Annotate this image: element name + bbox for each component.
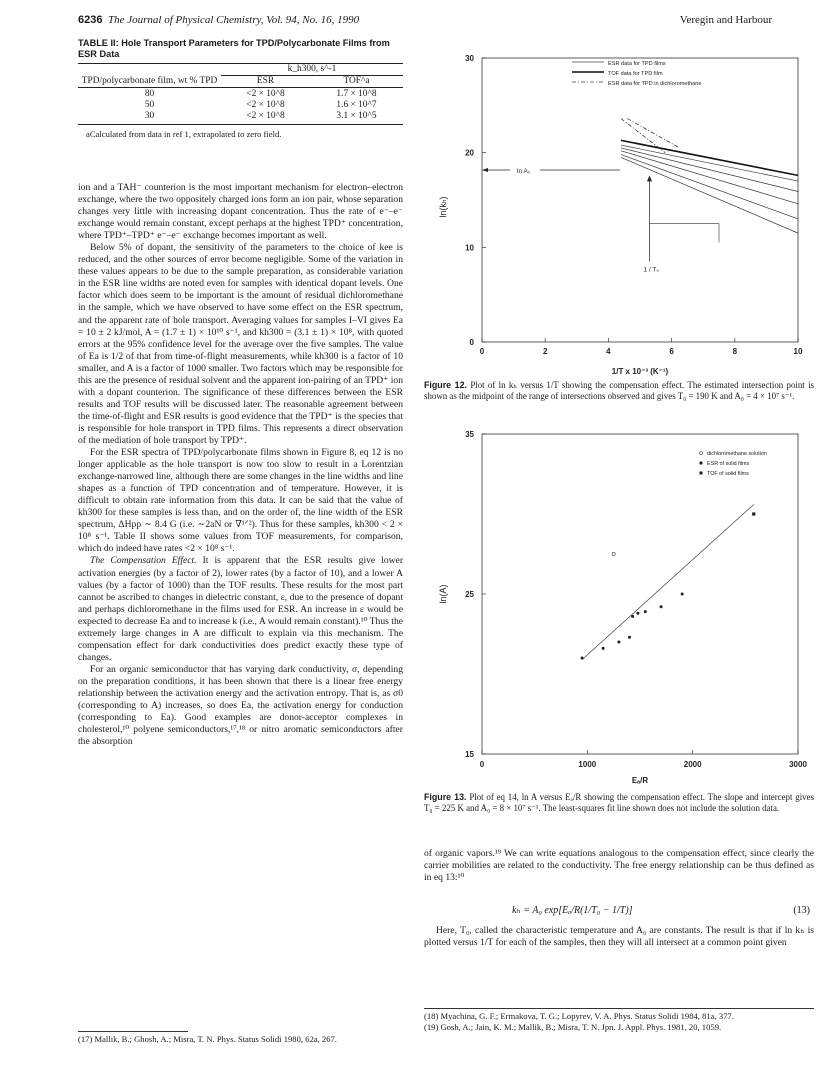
- data-point-circle: [602, 647, 605, 650]
- footnote-rule: [424, 1008, 814, 1009]
- paragraph: Below 5% of dopant, the sensitivity of the parameters to the choice of kee is reduced, and the other sources of error become negligible. Some of the variation in these values appears to be due to the sample preparation, as considerable variation in the ESR line widths are noted even for samples with identical dopant levels. One factor which does seem to be important is the amount of residual dichloromethane in the sample, which we have observed to have some effect on the ESR spectrum, and the apparent rate of hole transport. Averaging values for samples I–VI gives Ea = 10 ± 2 kJ/mol, A = (1.7 ± 1) × 10¹⁰ s⁻¹, and kh300 = (3.1 ± 1) × 10⁸, with quoted errors at the 95% confidence level for the average over the five samples. The value of Ea is 1/2 of that from time-of-flight measurements, while kh300 is a factor of 10 smaller, and A is a factor of 1000 smaller. Two factors which may be responsible for this are the presence of residual solvent and the apparent ion-pairing of an TPD⁺ ion with a dopant counterion. The significance of these differences between the ESR results and TOF results will be discussed later. The reasonable agreement between the time-of-flight and ESR results is good evidence that the TPD⁺ is the species that is responsible for hole transport in TPD films. This represents a direct observation of the mediation of hole transport by TPD⁺.: [78, 242, 403, 446]
- ln-a0-label: ln A₀: [517, 168, 531, 175]
- figure-12-caption: [424, 380, 814, 402]
- reference-17: (17) Mallik, B.; Ghosh, A.; Misra, T. N. Phys. Status Solidi 1980, 62a, 267.: [78, 1034, 337, 1044]
- cell-esr: <2 × 10^8: [246, 100, 285, 110]
- series-line: [621, 155, 798, 219]
- x-tick-label: 0: [479, 760, 485, 769]
- data-point-circle: [660, 605, 663, 608]
- x-tick-label: 8: [732, 347, 738, 356]
- right-column-continued: [424, 925, 814, 949]
- arrowhead-icon: [647, 175, 652, 181]
- cell-wt: 80: [144, 89, 155, 99]
- table-title: TABLE II: Hole Transport Parameters for TPD/Polycarbonate Films from ESR Data: [78, 38, 390, 59]
- cell-tof: 1.7 × 10^8: [336, 89, 377, 99]
- x-tick-label: 10: [793, 347, 803, 356]
- paragraph: of organic vapors.¹⁹ We can write equations analogous to the compensation effect, since clearly the carrier mobilities are related to the conductivity. The free energy relationship can be thus defined as in eq 13:¹⁰: [424, 848, 814, 884]
- cell-esr: <2 × 10^8: [246, 111, 285, 121]
- caption-label: Figure 13.: [424, 792, 467, 802]
- cell-esr: <2 × 10^8: [246, 89, 285, 99]
- y-tick-label: 15: [465, 750, 474, 759]
- data-point-circle: [631, 615, 634, 618]
- data-point-circle: [681, 593, 684, 596]
- table-row: [78, 111, 403, 122]
- x-tick-label: 0: [479, 347, 485, 356]
- paragraph: For the ESR spectra of TPD/polycarbonate films shown in Figure 8, eq 12 is no longer applicable as the hole transport is now too slow to result in a Lorentzian exchange-narrowed line, although there are some changes in the line widths and line shapes as a function of TPD concentration and of temperature. However, it is difficult to obtain rate information from this data. It can be said that the value of kh300 for these samples is less than, and on the order of, the line width of the ESR spectrum, ΔHpp ∼ 8.4 G (i.e. ∼2aN or ∇¹ᐟ²). Thus for these samples, kh300 < 2 × 10⁸ s⁻¹. Table II shows some values from TOF measurements, for comparison, which do indeed have rates <2 × 10⁸ s⁻¹.: [78, 447, 403, 555]
- t0-label: 1 / T₀: [643, 266, 660, 274]
- paragraph: For an organic semiconductor that has varying dark conductivity, σ, depending on the preparation conditions, it has been shown that there is a linear free energy relationship between the activation energy and the activation entropy. That is, as σ0 (corresponding to A) increases, so does Ea, the activation energy for conduction (corresponding to Ea). Good examples are donor-acceptor complexes in cholesterol,¹⁰ polyene semiconductors,¹⁷,¹⁸ or nitro aromatic semiconductors after the absorption: [78, 663, 403, 748]
- legend-esr-films: ESR data for TPD films: [608, 61, 666, 67]
- y-tick-label: 25: [465, 590, 474, 599]
- table-group-head: k_h300, s^-1: [221, 64, 403, 76]
- ln-a0-annotation: [482, 168, 620, 175]
- x-tick-label: 2: [542, 347, 548, 356]
- data-point-circle: [617, 641, 620, 644]
- data-point-square: [752, 512, 755, 515]
- x-tick-label: 1000: [578, 760, 597, 769]
- references-right: [424, 1011, 814, 1032]
- reference-18: (18) Myachina, G. F.; Ermakova, T. G.; Lopyrev, V. A. Phys. Status Solidi 1984, 81a, 377.: [424, 1011, 734, 1021]
- x-axis-label: Eₐ/R: [631, 776, 649, 785]
- paragraph: ion and a TAH⁻ counterion is the most important mechanism for electron–electron exchange, where the two oppositely charged ions form an ion pair, whose separation changes very little with increasing dopant concentration. Thus the rate of e⁻–e⁻ exchange would remain constant, except perhaps at the highest TPD⁺ concentration, where TPD⁺–TPD⁺ e⁻–e⁻ exchange becomes important as well.: [78, 182, 403, 242]
- figure-13-caption: [424, 792, 814, 814]
- table-2: [78, 38, 403, 140]
- legend-dcm: ESR data for TPD in dichloromethane: [608, 81, 702, 87]
- legend-marker-filled-square: [700, 472, 703, 475]
- table-row: [78, 89, 403, 100]
- right-column: [424, 848, 814, 884]
- y-axis-label: ln(kₕ): [438, 196, 448, 218]
- cell-wt: 30: [144, 111, 155, 121]
- y-tick-label: 35: [465, 430, 474, 439]
- running-header: [78, 14, 359, 26]
- fit-line: [582, 504, 754, 659]
- table-row: [78, 100, 403, 111]
- x-tick-label: 2000: [683, 760, 702, 769]
- legend-tof-film: TOF data for TPD film: [608, 71, 663, 77]
- legend-tof-solid: TOF of solid films: [707, 471, 749, 477]
- figure-12: [424, 42, 814, 378]
- x-tick-label: 4: [606, 347, 611, 356]
- x-axis-label: 1/T x 10⁻³ (K⁻¹): [611, 367, 669, 376]
- paragraph: [78, 555, 403, 663]
- table-col-tof: TOF^a: [343, 76, 370, 86]
- t0-annotation: [643, 175, 659, 273]
- table-col-esr: ESR: [256, 76, 275, 86]
- header-authors: Veregin and Harbour: [679, 14, 772, 26]
- legend: [572, 61, 702, 87]
- x-tick-label: 3000: [789, 760, 807, 769]
- plot-frame: [482, 58, 798, 342]
- data-point-circle: [644, 610, 647, 613]
- series-line: [621, 145, 798, 181]
- series-line: [621, 119, 665, 153]
- caption-text: Plot of eq 14, ln A versus Eₐ/R showing the compensation effect. The slope and intercept gives T₀ = 225 K and A₀ = 8 × 10⁷ s⁻¹. The least-squares fit line shown does not include the solution data.: [424, 792, 814, 813]
- y-tick-label: 10: [465, 243, 474, 253]
- page-number: 6236: [78, 14, 103, 26]
- legend-marker-filled-circle: [699, 461, 702, 464]
- data-point-circle: [581, 657, 584, 660]
- data-point-circle: [628, 636, 631, 639]
- left-column: [78, 182, 403, 748]
- reference-19: (19) Gosh, A.; Jain, K. M.; Mallik, B.; Misra, T. N. Jpn. J. Appl. Phys. 1981, 20, 1059.: [424, 1021, 722, 1032]
- series-line: [621, 140, 798, 175]
- data-point-open-circle: [612, 552, 615, 555]
- paragraph-text: It is apparent that the ESR results give lower activation energies (by a factor of 2), lower rates (by a factor of 10), and a lower A values (by a factor of 1000) than the TOF results. These results for the most part cannot be ascribed to changes in dielectric constant, ε, due to the presence of dopant and perhaps dichloromethane in the films used for ESR. An increase in ε would be expected to decrease Ea and to increase k (i.e., A would remain constant).¹⁰ Thus the extremely large changes in A are difficult to explain via this mechanism. The compensation effect for dark conductivities does predict exactly these type of changes.: [78, 555, 404, 663]
- data-point-circle: [636, 612, 639, 615]
- caption-label: Figure 12.: [424, 380, 468, 390]
- equation-number: (13): [793, 905, 810, 916]
- section-heading: The Compensation Effect.: [90, 555, 197, 567]
- cell-tof: 3.1 × 10^5: [336, 111, 377, 121]
- x-tick-label: 6: [669, 347, 674, 356]
- y-tick-label: 0: [469, 338, 474, 347]
- series-line: [621, 151, 798, 204]
- plot-frame: [482, 434, 798, 754]
- table-footnote: aCalculated from data in ref 1, extrapolated to zero field.: [86, 129, 282, 139]
- footnote-rule: [78, 1031, 188, 1032]
- arrowhead-icon: [482, 168, 488, 172]
- y-tick-label: 30: [465, 54, 474, 63]
- equation-text: kₕ = A₀ exp[Eₐ/R(1/T₀ − 1/T)]: [512, 905, 633, 916]
- y-tick-label: 20: [465, 148, 474, 158]
- legend-esr-solid: ESR of solid films: [707, 461, 750, 467]
- legend-dcm-solution: dichloromethane solution: [707, 451, 767, 457]
- cell-wt: 50: [144, 100, 155, 110]
- equation-13: [424, 905, 814, 919]
- y-axis-label: ln(A): [438, 584, 448, 604]
- figure-13: [424, 426, 814, 788]
- caption-text: Plot of ln kₕ versus 1/T showing the compensation effect. The estimated intersection point is shown as the midpoint of the range of intersections observed and gives T₀ = 190 K and A₀ = 4 × 10⁷ s⁻¹.: [424, 380, 814, 401]
- legend-marker-open-circle: [700, 452, 703, 455]
- legend: [699, 451, 767, 477]
- table-col1-head: TPD/polycarbonate film, wt % TPD: [81, 76, 218, 86]
- series-line: [621, 157, 798, 233]
- cell-tof: 1.6 × 10^7: [336, 100, 377, 110]
- table-body: [78, 64, 403, 122]
- journal-name: The Journal of Physical Chemistry, Vol. 94, No. 16, 1990: [107, 14, 360, 26]
- paragraph: Here, T₀, called the characteristic temperature and A₀ are constants. The result is that if ln kₕ is plotted versus 1/T for each of the samples, then they will all intersect at a common point given: [424, 925, 814, 949]
